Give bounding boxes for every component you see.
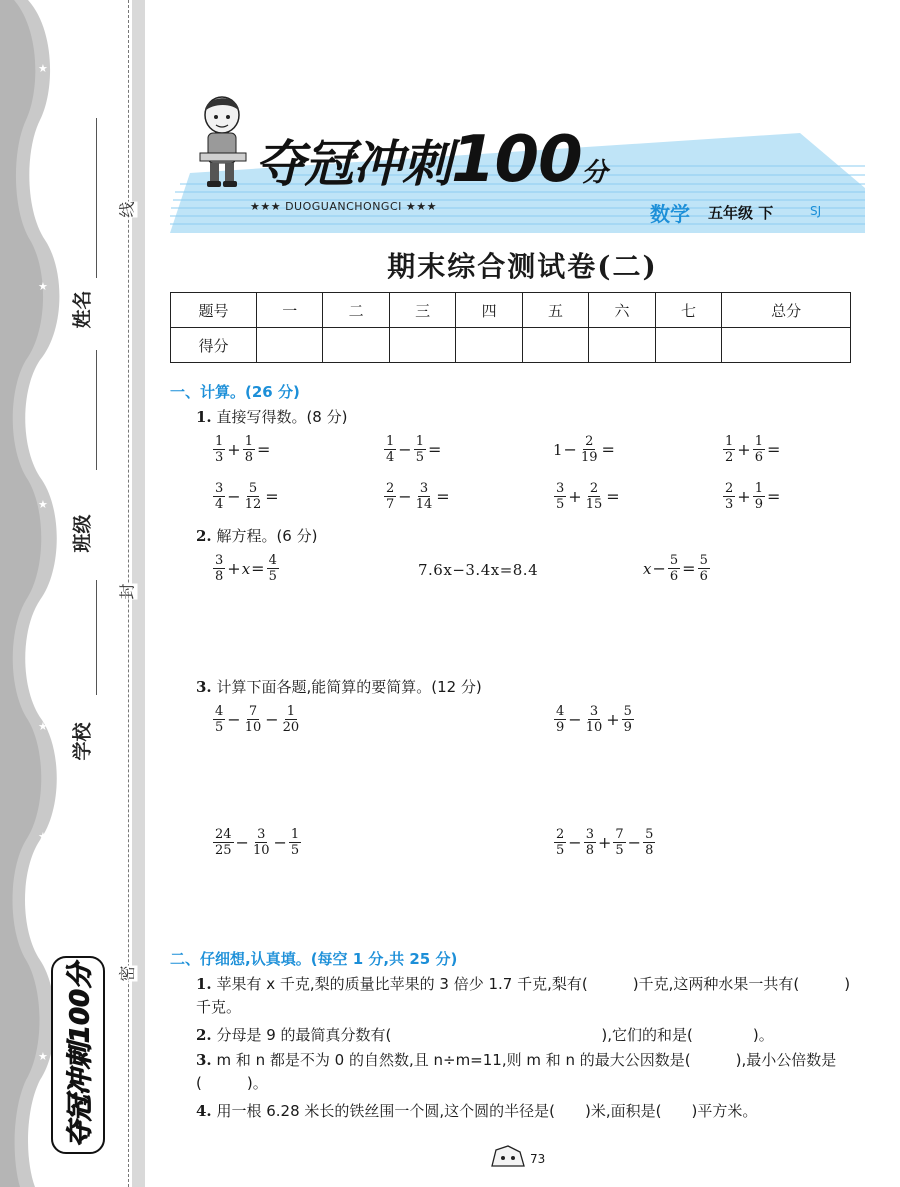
section1-heading: 一、计算。(26 分) xyxy=(170,383,300,401)
fill-item xyxy=(196,1024,856,1047)
expr: $\frac{3}{5}$ + $\frac{2}{15}$ = xyxy=(556,481,620,512)
name-label: 姓名 xyxy=(72,290,94,329)
score-cell[interactable] xyxy=(456,328,522,363)
score-cell[interactable] xyxy=(522,328,588,363)
star-icon: ★ xyxy=(38,1050,48,1063)
q1-heading xyxy=(196,406,347,427)
q2-number: 2. xyxy=(196,527,212,545)
q1-number: 1. xyxy=(196,408,212,426)
class-line xyxy=(96,350,97,470)
score-table-header: 二 xyxy=(323,293,389,328)
score-table-header: 总分 xyxy=(722,293,851,328)
score-cell[interactable] xyxy=(655,328,721,363)
expr: $\frac{1}{2}$ + $\frac{1}{6}$ = xyxy=(725,434,781,465)
score-table-header: 六 xyxy=(589,293,655,328)
star-icon: ★ xyxy=(38,176,48,189)
q1-text: 直接写得数。(8 分) xyxy=(216,408,348,426)
equation-text: 7.6x−3.4x=8.4 xyxy=(418,561,539,579)
fill-item xyxy=(196,1049,856,1095)
star-icon: ★ xyxy=(38,610,48,623)
equation: $\frac{3}{8}$ + x = $\frac{4}{5}$ xyxy=(215,553,277,584)
score-cell[interactable] xyxy=(589,328,655,363)
expr: $\frac{2}{5}$ − $\frac{3}{8}$ + $\frac{7}{5}$ − $\frac{5}{8}$ xyxy=(556,827,654,858)
score-table-header: 一 xyxy=(257,293,323,328)
expr: 1 − $\frac{2}{19}$ = xyxy=(553,434,615,465)
header-banner xyxy=(170,88,865,238)
banner-title-main: 夺冠冲刺 xyxy=(255,135,451,193)
q2-text: 解方程。(6 分) xyxy=(216,527,318,545)
fill-item-number: 2. xyxy=(196,1026,212,1044)
boy-mascot-icon xyxy=(188,93,258,193)
score-table xyxy=(170,292,851,363)
fill-item xyxy=(196,1100,856,1123)
q3-heading xyxy=(196,676,482,697)
class-label: 班级 xyxy=(72,514,94,553)
star-icon: ★ xyxy=(38,280,48,293)
score-table-header: 七 xyxy=(655,293,721,328)
score-table-header: 三 xyxy=(389,293,455,328)
star-icon: ★ xyxy=(38,392,48,405)
cut-mark-secret: 密 xyxy=(115,965,138,981)
score-table-score-row xyxy=(171,328,851,363)
banner-edition: SJ xyxy=(810,204,822,218)
fill-item-text: 苹果有 x 千克,梨的质量比苹果的 3 倍少 1.7 千克,梨有( )千克,这两种水果一共有( )千克。 xyxy=(196,975,851,1016)
star-icon: ★ xyxy=(38,830,48,843)
binding-strip xyxy=(0,0,145,1187)
cut-mark-line: 线 xyxy=(115,201,138,217)
score-table-header: 四 xyxy=(456,293,522,328)
score-table-header: 题号 xyxy=(171,293,257,328)
star-icon: ★ xyxy=(38,940,48,953)
score-cell[interactable] xyxy=(722,328,851,363)
score-table-header: 五 xyxy=(522,293,588,328)
banner-subject: 数学 xyxy=(650,202,690,226)
expr: $\frac{1}{3}$ + $\frac{1}{8}$ = xyxy=(215,434,271,465)
star-icon: ★ xyxy=(38,1160,48,1173)
exam-title: 期末综合测试卷(二) xyxy=(387,250,658,283)
star-icon: ★ xyxy=(38,498,48,511)
star-icon: ★ xyxy=(38,720,48,733)
banner-title-suffix: 分 xyxy=(581,158,607,188)
vertical-logo-text: 夺冠冲刺100分 xyxy=(65,962,96,1148)
banner-pinyin: ★★★ DUOGUANCHONGCI ★★★ xyxy=(250,200,437,213)
score-cell[interactable] xyxy=(323,328,389,363)
expr: $\frac{1}{4}$ − $\frac{1}{5}$ = xyxy=(386,434,442,465)
equation: x − $\frac{5}{6}$ = $\frac{5}{6}$ xyxy=(643,553,708,584)
expr: $\frac{4}{9}$ − $\frac{3}{10}$ + $\frac{5}{9}$ xyxy=(556,704,632,735)
vertical-logo xyxy=(50,955,106,1155)
score-cell[interactable] xyxy=(257,328,323,363)
fill-item-number: 1. xyxy=(196,975,212,993)
fill-item-text: 分母是 9 的最简真分数有( ),它们的和是( )。 xyxy=(216,1026,774,1044)
expr: $\frac{24}{25}$ − $\frac{3}{10}$ − $\frac{1}{5}$ xyxy=(215,827,300,858)
star-icon: ★ xyxy=(38,62,48,75)
fill-item-number: 3. xyxy=(196,1051,212,1069)
page-footer xyxy=(488,1140,558,1180)
score-row-label: 得分 xyxy=(171,328,257,363)
page-number: 73 xyxy=(530,1152,546,1166)
cut-mark-seal: 封 xyxy=(115,583,138,599)
page-mascot-icon xyxy=(488,1142,528,1172)
fill-item-number: 4. xyxy=(196,1102,212,1120)
expr: $\frac{3}{4}$ − $\frac{5}{12}$ = xyxy=(215,481,279,512)
q2-heading xyxy=(196,525,317,546)
expr: $\frac{4}{5}$ − $\frac{7}{10}$ − $\frac{1}{20}$ xyxy=(215,704,300,735)
q3-text: 计算下面各题,能简算的要简算。(12 分) xyxy=(216,678,482,696)
score-table-header-row xyxy=(171,293,851,328)
expr: $\frac{2}{7}$ − $\frac{3}{14}$ = xyxy=(386,481,450,512)
equation xyxy=(418,561,538,579)
q3-number: 3. xyxy=(196,678,212,696)
school-line xyxy=(96,580,97,695)
expr: $\frac{2}{3}$ + $\frac{1}{9}$ = xyxy=(725,481,781,512)
section2-heading: 二、仔细想,认真填。(每空 1 分,共 25 分) xyxy=(170,950,458,968)
score-cell[interactable] xyxy=(389,328,455,363)
banner-title-number: 100 xyxy=(451,123,582,197)
banner-grade: 五年级 下 xyxy=(708,204,774,222)
banner-title xyxy=(255,123,607,197)
fill-item-text: m 和 n 都是不为 0 的自然数,且 n÷m=11,则 m 和 n 的最大公因数是( ),最小公倍数是( )。 xyxy=(196,1051,837,1092)
fill-item-text: 用一根 6.28 米长的铁丝围一个圆,这个圆的半径是( )米,面积是( )平方米。 xyxy=(216,1102,758,1120)
school-label: 学校 xyxy=(72,722,94,761)
fill-item xyxy=(196,973,856,1019)
